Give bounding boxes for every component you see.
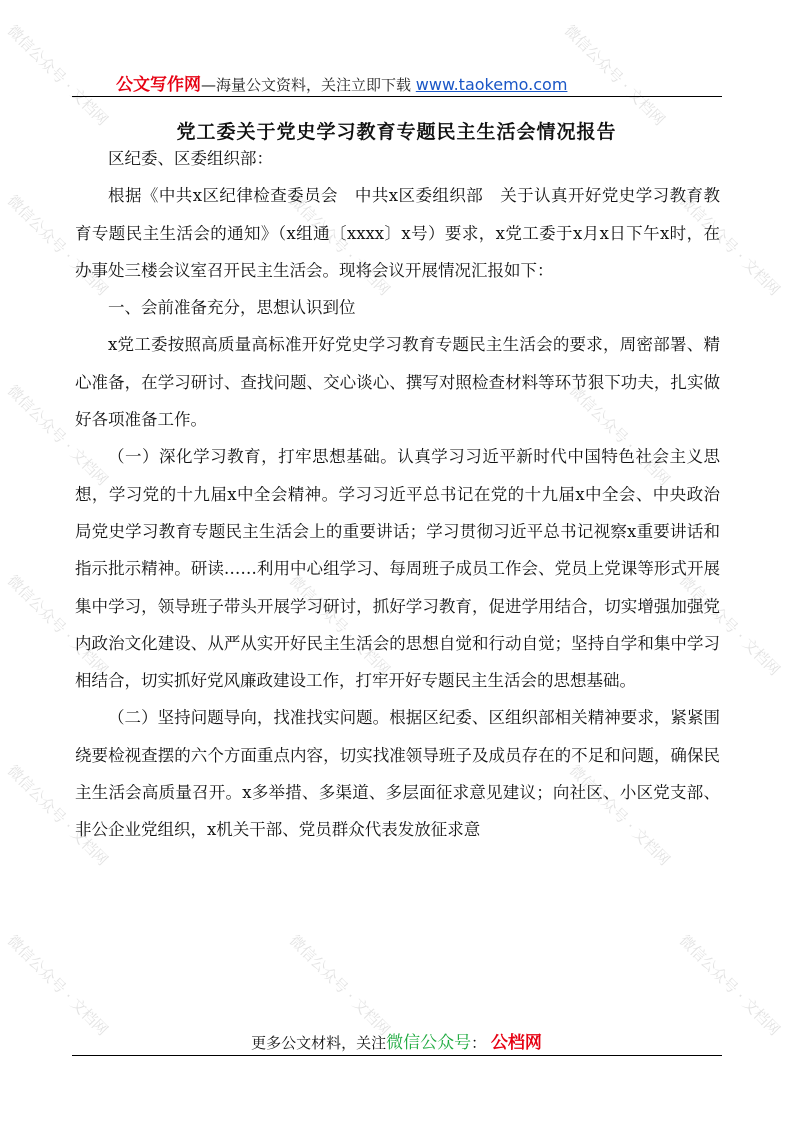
paragraph: （一）深化学习教育，打牢思想基础。认真学习习近平新时代中国特色社会主义思想，学习党的十九届x中全会精神。学习习近平总书记在党的十九届x中全会、中央政治局党史学习教育专题民主生活会上的重要讲话；学习贯彻习近平总书记视察x重要讲话和指示批示精神。研读……利用中心组学习、每周班子成员工作会、党员上党课等形式开展集中学习，领导班子带头开展学习研讨，抓好学习教育，促进学用结合，切实增强加强党内政治文化建设、从严从实开好民主生活会的思想自觉和行动自觉；坚持自学和集中学习相结合，切实抓好党风廉政建设工作，打牢开好专题民主生活会的思想基础。 bbox=[75, 447, 720, 691]
watermark-text: 微信公众号 · 文档网 bbox=[675, 191, 784, 300]
header-site-link[interactable]: www.taokemo.com bbox=[415, 75, 568, 94]
watermark-text: 微信公众号 · 文档网 bbox=[560, 21, 669, 130]
paragraph: 根据《中共x区纪律检查委员会 中共x区委组织部 关于认真开好党史学习教育教育专题民主生活会的通知》（x组通〔xxxx〕x号）要求，x党工委于x月x日下午x时，在办事处三楼会议室召开民主生活会。现将会议开展情况汇报如下： bbox=[75, 186, 720, 280]
watermark-text: 微信公众号 · 文档网 bbox=[675, 571, 784, 680]
watermark-text: 微信公众号 · 文档网 bbox=[285, 571, 394, 680]
watermark-text: 微信公众号 · 文档网 bbox=[3, 381, 112, 490]
salutation: 区纪委、区委组织部： bbox=[108, 149, 273, 168]
watermark-text: 微信公众号 · 文档网 bbox=[285, 191, 394, 300]
watermark-text: 微信公众号 · 文档网 bbox=[565, 761, 674, 870]
paragraph: （二）坚持问题导向，找准找实问题。根据区纪委、区组织部相关精神要求，紧紧围绕要检视查摆的六个方面重点内容，切实找准领导班子及成员存在的不足和问题，确保民主生活会高质量召开。x多举措、多渠道、多层面征求意见建议；向社区、小区党支部、非公企业党组织，x机关干部、党员群众代表发放征求意 bbox=[75, 708, 720, 840]
header-line bbox=[116, 70, 567, 95]
footer-brand: 公档网 bbox=[490, 1033, 542, 1053]
page-header bbox=[72, 66, 722, 97]
paragraph: x党工委按照高质量高标准开好党史学习教育专题民主生活会的要求，周密部署、精心准备，在学习研讨、查找问题、交心谈心、撰写对照检查材料等环节狠下功夫，扎实做好各项准备工作。 bbox=[75, 335, 720, 430]
watermark-text: 微信公众号 · 文档网 bbox=[3, 191, 112, 300]
page-footer bbox=[0, 1028, 793, 1053]
footer-highlight: 微信公众号 bbox=[386, 1033, 472, 1053]
watermark-text: 微信公众号 · 文档网 bbox=[3, 931, 112, 1040]
watermark-text: 微信公众号 · 文档网 bbox=[3, 571, 112, 680]
footer-colon: ： bbox=[471, 1034, 487, 1052]
watermark-text: 微信公众号 · 文档网 bbox=[3, 21, 112, 130]
document-title: 党工委关于党史学习教育专题民主生活会情况报告 bbox=[176, 120, 617, 143]
document-body bbox=[75, 140, 720, 849]
header-brand: 公文写作网 bbox=[116, 75, 201, 95]
header-slogan: —海量公文资料，关注立即下载 bbox=[201, 76, 412, 94]
watermark-text: 微信公众号 · 文档网 bbox=[285, 931, 394, 1040]
watermark-text: 微信公众号 · 文档网 bbox=[565, 381, 674, 490]
section-heading: 一、会前准备充分，思想认识到位 bbox=[108, 298, 356, 318]
watermark-text: 微信公众号 · 文档网 bbox=[675, 931, 784, 1040]
footer-prefix: 更多公文材料，关注 bbox=[251, 1034, 387, 1052]
footer-rule bbox=[72, 1055, 722, 1056]
watermark-text: 微信公众号 · 文档网 bbox=[3, 761, 112, 870]
